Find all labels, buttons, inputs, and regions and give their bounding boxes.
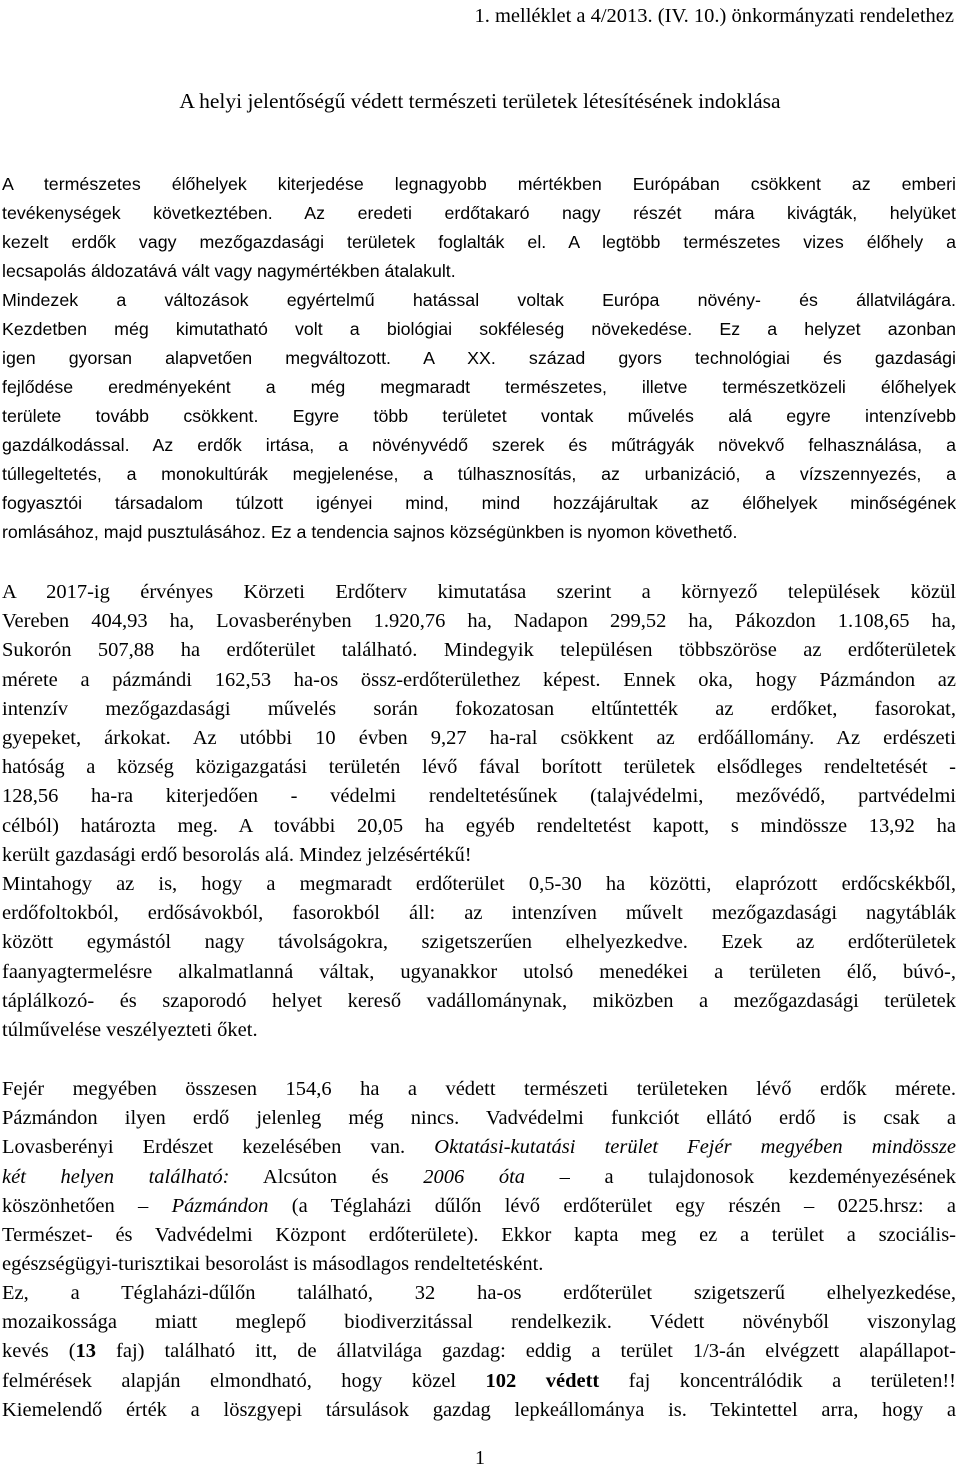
text-line: romlásához, majd pusztulásához. Ez a tendencia sajnos községünkben is nyomon követhető. xyxy=(2,522,738,542)
page-number: 1 xyxy=(475,1447,485,1469)
italic-text: Oktatási-kutatási terület Fejér megyében mindössze xyxy=(434,1136,956,1159)
text-line xyxy=(2,1163,956,1192)
text-line: intenzív mezőgazdasági művelés során fokozatosan eltűntették az erdőket, fasorokat, xyxy=(2,697,956,720)
text-line: erdőfoltokból, erdősávokból, fasorokból áll: az intenzíven művelt mezőgazdasági nagytáblák xyxy=(2,902,956,925)
text-segment: felmérések alapján elmondható, hogy közel xyxy=(2,1369,486,1392)
text-line: került gazdasági erdő besorolás alá. Mindez jelzésértékű! xyxy=(2,843,472,866)
text-segment: (a Téglaházi dűlőn lévő erdőterület egy részén – 0225.hrsz: a xyxy=(268,1194,956,1217)
text-line: mozaikossága miatt meglepő biodiverzitással rendelkezik. Védett növényből viszonylag xyxy=(2,1311,956,1334)
bold-text: 13 xyxy=(75,1340,97,1363)
text-line: Mindezek a változások egyértelmű hatással voltak Európa növény- és állatvilágára. xyxy=(2,290,956,310)
text-line: egészségügyi-turisztikai besorolást is másodlagos rendeltetésként. xyxy=(2,1253,544,1276)
text-segment: Lovasberényi Erdészet kezelésében van. xyxy=(2,1136,435,1159)
text-segment: köszönhetően – xyxy=(2,1194,172,1217)
text-line xyxy=(2,1367,956,1396)
text-line xyxy=(2,1337,956,1366)
text-line: hatóság a község közigazgatási területén lévő fával borított területek elsődleges rendeltetését - xyxy=(2,756,956,779)
text-line: A természetes élőhelyek kiterjedése legnagyobb mértékben Európában csökkent az emberi xyxy=(2,174,956,194)
text-line xyxy=(2,1192,956,1221)
text-line: tevékenységek következtében. Az eredeti erdőtakaró nagy részét mára kivágták, helyüket xyxy=(2,203,956,223)
text-line: kezelt erdők vagy mezőgazdasági területek foglalták el. A legtöbb természetes vizes élőhely a xyxy=(2,232,956,252)
text-line: Fejér megyében összesen 154,6 ha a védett természeti területeken lévő erdők mérete. xyxy=(2,1078,956,1100)
text-line: Természet- és Vadvédelmi Központ erdőterülete). Ekkor kapta meg ez a terület a szociális- xyxy=(2,1224,956,1247)
text-line: között egymástól nagy távolságokra, szigetszerűen elhelyezkedve. Ezek az erdőterületek xyxy=(2,931,956,954)
text-line: területe tovább csökkent. Egyre több területet vontak művelés alá egyre intenzívebb xyxy=(2,406,956,426)
text-line: 128,56 ha-ra kiterjedően - védelmi rendeltetésűnek (talajvédelmi, mezővédő, partvédelmi xyxy=(2,785,956,808)
text-line: táplálkozó- és szaporodó helyet kereső vadállománynak, miközben a mezőgazdasági területek xyxy=(2,989,956,1012)
document-header: 1. melléklet a 4/2013. (IV. 10.) önkormányzati rendelethez xyxy=(474,5,954,27)
text-line: Kezdetben még kimutatható volt a biológiai sokféleség növekedése. Ez a helyzet azonban xyxy=(2,319,956,339)
text-line: Kiemelendő érték a löszgyepi társulások gazdag lepkeállománya is. Tekintettel arra, hogy a xyxy=(2,1398,956,1421)
document-title: A helyi jelentőségű védett természeti területek létesítésének indoklása xyxy=(179,89,781,113)
text-line: célból) határozta meg. A további 20,05 ha egyéb rendeltetést kapott, s mindössze 13,92 ha xyxy=(2,814,956,837)
italic-text: Pázmándon xyxy=(171,1194,269,1217)
text-line: Pázmándon ilyen erdő jelenleg még nincs. Vadvédelmi funkciót ellátó erdő is csak a xyxy=(2,1107,956,1130)
text-line: túllegeltetés, a monokultúrák megjelenése, a túlhasznosítás, az urbanizáció, a vízszennyezés, a xyxy=(2,464,956,484)
paragraph-3 xyxy=(2,870,956,1045)
text-line: igen gyorsan alapvetően megváltozott. A XX. század gyors technológiai és gazdasági xyxy=(2,348,956,368)
bold-text: 102 védett xyxy=(485,1369,600,1392)
text-line: fejlődése eredményeként a még megmaradt természetes, illetve természetközeli élőhelyek xyxy=(2,377,956,397)
text-line: mérete a pázmándi 162,53 ha-os össz-erdőterülethez képest. Ennek oka, hogy Pázmándon az xyxy=(2,668,956,691)
text-line: gazdálkodással. Az erdők irtása, a növényvédő szerek és műtrágyák növekvő felhasználása, a xyxy=(2,435,956,455)
paragraph-1 xyxy=(2,170,956,547)
text-line: Vereben 404,93 ha, Lovasberényben 1.920,76 ha, Nadapon 299,52 ha, Pákozdon 1.108,65 ha, xyxy=(2,610,956,633)
text-segment: faj) található itt, de állatvilága gazdag: eddig a terület 1/3-án elvégzett alapállapot- xyxy=(96,1340,956,1363)
paragraph-5 xyxy=(2,1279,956,1425)
text-line: fogyasztói társadalom túlzott igényei mind, mind hozzájárultak az élőhelyek minőségének xyxy=(2,493,956,513)
italic-text: 2006 óta xyxy=(423,1165,526,1188)
text-segment: Alcsúton és xyxy=(229,1165,424,1188)
text-line: túlművelése veszélyezteti őket. xyxy=(2,1019,258,1042)
text-line: gyepeket, árkokat. Az utóbbi 10 évben 9,27 ha-ral csökkent az erdőállomány. Az erdészeti xyxy=(2,727,956,750)
text-segment: – a tulajdonosok kezdeményezésének xyxy=(525,1165,957,1188)
text-segment: faj koncentrálódik a területen!! xyxy=(599,1369,956,1392)
text-line: Mintahogy az is, hogy a megmaradt erdőterület 0,5-30 ha közötti, elaprózott erdőcskékből, xyxy=(2,873,956,895)
italic-text: két helyen található: xyxy=(2,1165,230,1188)
text-line: lecsapolás áldozatává vált vagy nagymértékben átalakult. xyxy=(2,261,456,281)
text-line xyxy=(2,1133,956,1162)
text-line: faanyagtermelésre alkalmatlanná váltak, ugyanakkor utolsó menedékei a területen élő, búvó-, xyxy=(2,960,956,983)
paragraph-2 xyxy=(2,578,956,870)
text-line: Ez, a Téglaházi-dűlőn található, 32 ha-os erdőterület szigetszerű elhelyezkedése, xyxy=(2,1282,956,1304)
text-line: A 2017-ig érvényes Körzeti Erdőterv kimutatása szerint a környező települések közül xyxy=(2,581,956,603)
text-line: Sukorón 507,88 ha erdőterület található. Mindegyik településen többszöröse az erdőterületek xyxy=(2,639,956,662)
paragraph-4 xyxy=(2,1075,956,1279)
text-segment: kevés ( xyxy=(2,1340,76,1363)
